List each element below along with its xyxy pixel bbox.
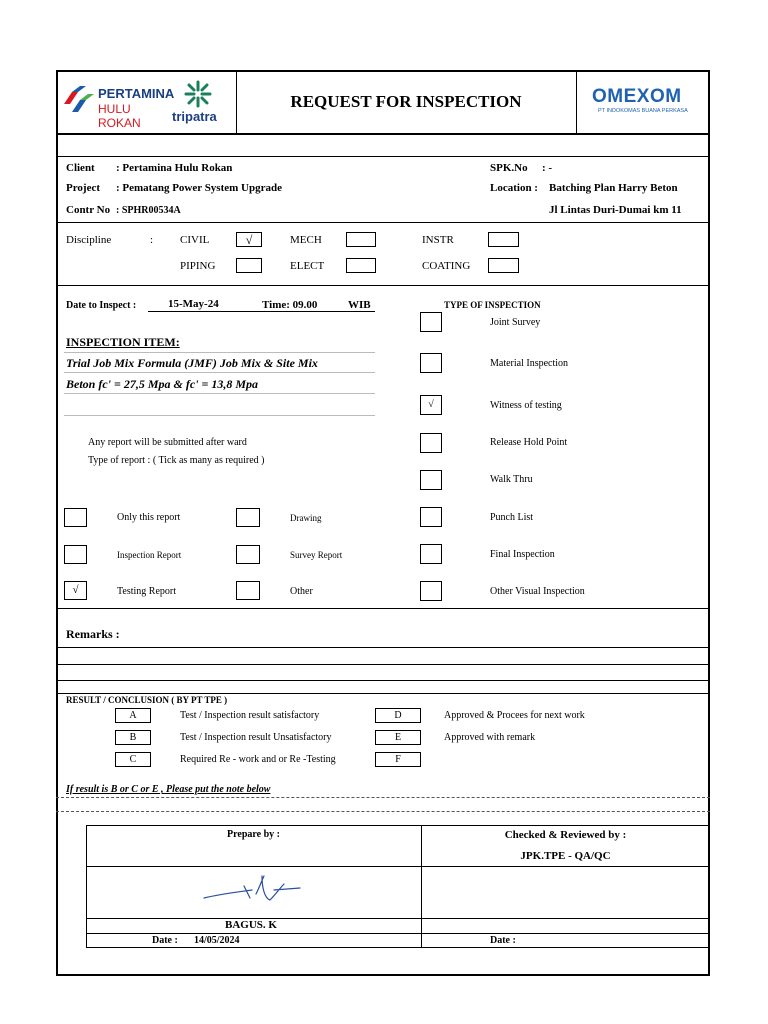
tripatra-logo bbox=[170, 78, 230, 128]
drawing-checkbox[interactable] bbox=[236, 508, 260, 527]
mech-checkbox[interactable] bbox=[346, 232, 376, 247]
remarks-line-2 bbox=[56, 664, 710, 665]
item-line-bottom bbox=[64, 393, 375, 394]
project-value: : Pematang Power System Upgrade bbox=[116, 182, 282, 194]
date-underline bbox=[148, 311, 375, 312]
inspection-report-label: Inspection Report bbox=[117, 550, 182, 560]
survey-report-checkbox[interactable] bbox=[236, 545, 260, 564]
report-note-2: Type of report : ( Tick as many as required ) bbox=[88, 455, 265, 466]
checked-by-label: Checked & Reviewed by : bbox=[504, 829, 627, 841]
joint-survey-checkbox[interactable] bbox=[420, 312, 442, 332]
piping-checkbox[interactable] bbox=[236, 258, 262, 273]
result-b-text: Test / Inspection result Unsatisfactory bbox=[180, 732, 332, 743]
result-a-box[interactable]: A bbox=[115, 708, 151, 723]
elect-label: ELECT bbox=[290, 260, 325, 272]
header-bottom-line bbox=[56, 133, 710, 135]
civil-checkbox[interactable]: √ bbox=[236, 232, 262, 247]
item-line-top bbox=[64, 352, 375, 353]
signoff-name-line bbox=[86, 918, 710, 919]
result-d-text: Approved & Procees for next work bbox=[444, 710, 585, 721]
location-value-line1: Batching Plan Harry Beton bbox=[549, 182, 678, 194]
prepare-by-label: Prepare by : bbox=[227, 829, 280, 840]
header-sub-line bbox=[56, 156, 710, 157]
remarks-line-3 bbox=[56, 680, 710, 681]
location-value-line2: Jl Lintas Duri-Dumai km 11 bbox=[549, 204, 682, 216]
inspection-report-checkbox[interactable] bbox=[64, 545, 87, 564]
remarks-line-1 bbox=[56, 647, 710, 648]
coating-label: COATING bbox=[422, 260, 471, 272]
mech-label: MECH bbox=[290, 234, 322, 246]
inspection-item-line1: Trial Job Mix Formula (JMF) Job Mix & Site Mix bbox=[66, 356, 318, 370]
instr-checkbox[interactable] bbox=[488, 232, 519, 247]
contr-value: : SPHR00534A bbox=[116, 205, 181, 216]
item-line-mid bbox=[64, 372, 375, 373]
inspection-item-heading: INSPECTION ITEM: bbox=[66, 335, 180, 349]
survey-report-label: Survey Report bbox=[290, 550, 343, 560]
signoff-header-line bbox=[86, 866, 710, 867]
punch-list-checkbox[interactable] bbox=[420, 507, 442, 527]
inspect-time: Time: 09.00 bbox=[262, 299, 318, 311]
checked-date-label: Date : bbox=[490, 935, 516, 946]
project-label: Project bbox=[66, 182, 100, 194]
client-value: : Pertamina Hulu Rokan bbox=[116, 162, 233, 174]
testing-report-label: Testing Report bbox=[117, 586, 177, 597]
note-dashed-line-1 bbox=[56, 797, 710, 798]
location-label: Location : bbox=[490, 182, 538, 194]
result-e-text: Approved with remark bbox=[444, 732, 536, 743]
elect-checkbox[interactable] bbox=[346, 258, 376, 273]
client-label: Client bbox=[66, 162, 95, 174]
result-f-box[interactable]: F bbox=[375, 752, 421, 767]
date-to-inspect-label: Date to Inspect : bbox=[66, 300, 137, 311]
prepare-date-label: Date : bbox=[152, 935, 178, 946]
joint-survey-label: Joint Survey bbox=[490, 317, 541, 328]
item-line-extra bbox=[64, 415, 375, 416]
civil-label: CIVIL bbox=[180, 234, 210, 246]
spk-value: : - bbox=[542, 162, 553, 174]
inspect-timezone: WIB bbox=[348, 299, 371, 311]
signoff-table bbox=[86, 825, 710, 948]
details-bottom-line bbox=[56, 608, 710, 609]
pertamina-logo-text: PERTAMINA bbox=[98, 86, 175, 101]
spk-label: SPK.No bbox=[490, 162, 528, 174]
testing-report-checkbox[interactable]: √ bbox=[64, 581, 87, 600]
witness-testing-label: Witness of testing bbox=[490, 400, 562, 411]
inspection-item-line2: Beton fc' = 27,5 Mpa & fc' = 13,8 Mpa bbox=[66, 377, 258, 391]
result-b-box[interactable]: B bbox=[115, 730, 151, 745]
remarks-line-4 bbox=[56, 693, 710, 694]
witness-testing-checkbox[interactable]: √ bbox=[420, 395, 442, 415]
walk-thru-checkbox[interactable] bbox=[420, 470, 442, 490]
result-heading: RESULT / CONCLUSION ( BY PT TPE ) bbox=[66, 695, 228, 705]
report-note-1: Any report will be submitted after ward bbox=[88, 437, 247, 448]
release-hold-checkbox[interactable] bbox=[420, 433, 442, 453]
date-to-inspect-value: 15-May-24 bbox=[168, 298, 219, 310]
omexom-logo-text: OMEXOM bbox=[592, 86, 682, 107]
piping-label: PIPING bbox=[180, 260, 216, 272]
pertamina-logo bbox=[62, 80, 175, 130]
material-inspection-checkbox[interactable] bbox=[420, 353, 442, 373]
note-dashed-line-2 bbox=[56, 811, 710, 812]
discipline-bottom-line bbox=[56, 285, 710, 286]
signoff-date-line bbox=[86, 933, 710, 934]
final-inspection-checkbox[interactable] bbox=[420, 544, 442, 564]
result-e-box[interactable]: E bbox=[375, 730, 421, 745]
contr-label: Contr No bbox=[66, 204, 111, 216]
signoff-divider bbox=[421, 825, 422, 948]
coating-checkbox[interactable] bbox=[488, 258, 519, 273]
other-visual-label: Other Visual Inspection bbox=[490, 586, 585, 597]
result-a-text: Test / Inspection result satisfactory bbox=[180, 710, 320, 721]
preparer-signature bbox=[200, 868, 310, 914]
result-note: If result is B or C or E , Please put the note below bbox=[66, 784, 271, 795]
preparer-name: BAGUS. K bbox=[225, 919, 277, 931]
material-inspection-label: Material Inspection bbox=[490, 358, 569, 369]
info-bottom-line bbox=[56, 222, 710, 223]
prepare-date-value: 14/05/2024 bbox=[194, 935, 240, 946]
discipline-label: Discipline bbox=[66, 234, 112, 246]
remarks-label: Remarks : bbox=[66, 627, 120, 641]
punch-list-label: Punch List bbox=[490, 512, 534, 523]
other-visual-checkbox[interactable] bbox=[420, 581, 442, 601]
discipline-colon: : bbox=[150, 234, 154, 246]
result-c-text: Required Re - work and or Re -Testing bbox=[180, 754, 336, 765]
omexom-logo bbox=[584, 86, 702, 122]
checked-by-org: JPK.TPE - QA/QC bbox=[520, 850, 611, 862]
walk-thru-label: Walk Thru bbox=[490, 474, 533, 485]
result-d-box[interactable]: D bbox=[375, 708, 421, 723]
instr-label: INSTR bbox=[422, 234, 454, 246]
drawing-label: Drawing bbox=[290, 513, 322, 523]
page-title: REQUEST FOR INSPECTION bbox=[290, 92, 522, 111]
only-this-report-checkbox[interactable] bbox=[64, 508, 87, 527]
other-report-label: Other bbox=[290, 586, 313, 597]
hulu-rokan-text: HULU ROKAN bbox=[98, 102, 141, 130]
tripatra-logo-text: tripatra bbox=[172, 109, 217, 124]
only-this-report-label: Only this report bbox=[117, 512, 181, 523]
type-of-inspection-heading: TYPE OF INSPECTION bbox=[444, 300, 541, 310]
release-hold-label: Release Hold Point bbox=[490, 437, 568, 448]
omexom-subtitle: PT INDOKOMAS BUANA PERKASA bbox=[598, 108, 688, 114]
header-divider-right bbox=[576, 70, 577, 134]
other-report-checkbox[interactable] bbox=[236, 581, 260, 600]
result-c-box[interactable]: C bbox=[115, 752, 151, 767]
final-inspection-label: Final Inspection bbox=[490, 549, 555, 560]
